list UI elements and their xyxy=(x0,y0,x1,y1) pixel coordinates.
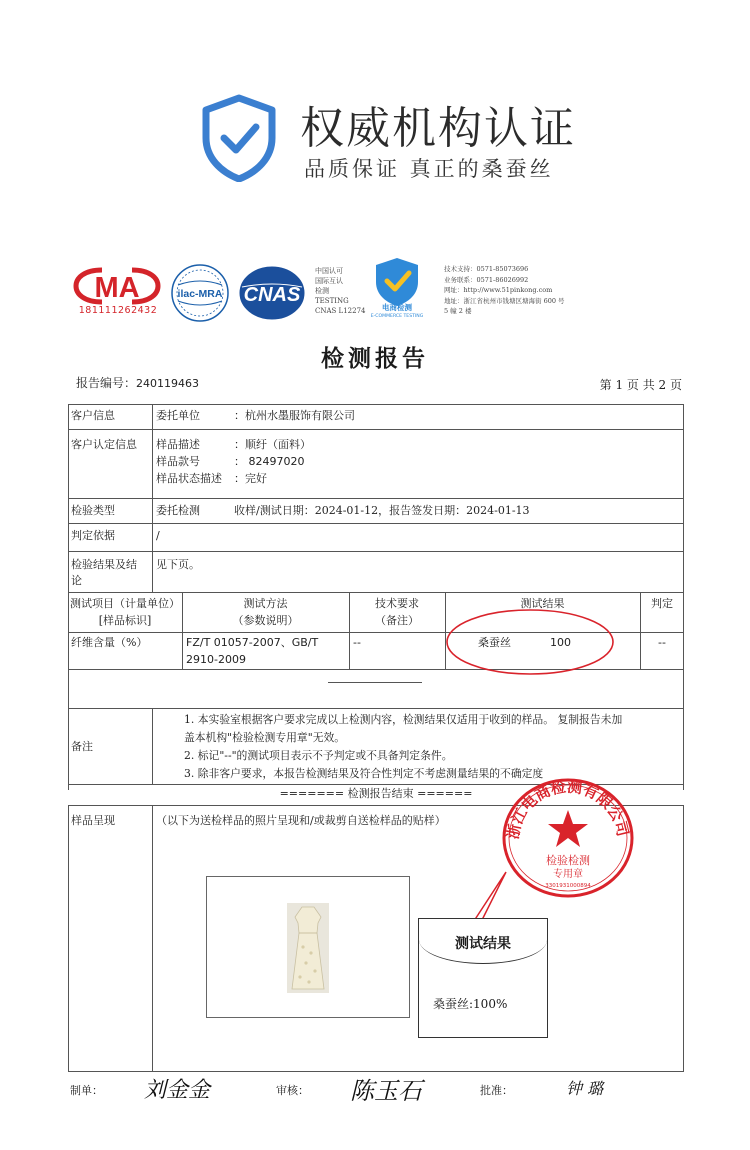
stamp-star-icon xyxy=(548,810,588,847)
row-result-name: 桑蚕丝 xyxy=(478,636,511,649)
contact-info: 技术支持：0571-85073696 业务联系：0571-86026992 网址：http://www.51pinkong.com 地址：浙江省杭州市钱塘区塘海街 600 号 5 幢 2 楼 xyxy=(444,265,565,315)
result-box-title: 测试结果 xyxy=(455,936,511,952)
basis-value: / xyxy=(156,529,160,542)
col-result-header: 测试结果 xyxy=(520,597,565,610)
sample-state-value: ：完好 xyxy=(234,472,267,485)
approver-label: 批准： xyxy=(480,1084,513,1097)
client-info-label: 客户信息 xyxy=(71,409,115,422)
remark-3: 3. 除非客户要求，本报告检测结果及符合性判定不考虑测量结果的不确定度 xyxy=(184,767,544,780)
remark-2: 2. 标记"--"的测试项目表示不予判定或不具备判定条件。 xyxy=(184,749,453,762)
row-item: 纤维含量（%） xyxy=(71,636,148,649)
remark-1: 1. 本实验室根据客户要求完成以上检测内容，检测结果仅适用于收到的样品。 复制报告未加 xyxy=(184,713,623,726)
conclusion-label-2: 论 xyxy=(71,574,82,587)
ecommerce-testing-logo xyxy=(362,254,432,318)
page-title: 权威机构认证 xyxy=(300,103,576,154)
sample-desc-label: 样品描述 xyxy=(156,438,200,451)
col-req-header-1: 技术要求 xyxy=(375,597,419,610)
col-method-header-2: （参数说明） xyxy=(232,614,299,627)
ecom-sub: E-COMMERCE TESTING xyxy=(370,314,424,318)
inspection-stamp xyxy=(500,776,636,900)
remark-1b: 盖本机构"检验检测专用章"无效。 xyxy=(184,731,346,744)
stamp-center-2: 专用章 xyxy=(553,869,583,880)
stamp-org-text: 浙江电商检测有限公司 xyxy=(503,777,632,841)
row-method-2: 2910-2009 xyxy=(186,653,246,666)
reviewer-label: 审核： xyxy=(276,1084,309,1097)
result-box-value: 桑蚕丝:100% xyxy=(433,997,508,1011)
dress-sample-photo xyxy=(287,903,329,993)
test-type-value: 委托检测 xyxy=(156,504,200,517)
report-number-row xyxy=(76,374,199,391)
maker-label: 制单： xyxy=(70,1084,103,1097)
row-judge: -- xyxy=(658,636,666,649)
callout-pointer xyxy=(470,866,520,926)
cnas-logo xyxy=(236,263,308,323)
test-result-box xyxy=(418,918,548,1038)
col-item-header-2: [样品标识] xyxy=(98,614,152,627)
reviewer-signature: 陈玉石 xyxy=(350,1077,422,1105)
client-value: ：杭州水墨服饰有限公司 xyxy=(234,409,355,422)
sample-desc-value: ：顺纡（面料） xyxy=(234,438,311,451)
conclusion-label-1: 检验结果及结 xyxy=(71,558,137,571)
shield-check-icon xyxy=(200,94,278,182)
sample-display-note: （以下为送检样品的照片呈现和/或裁剪自送检样品的贴样） xyxy=(156,814,446,827)
basis-label: 判定依据 xyxy=(71,529,115,542)
report-title: 检测报告 xyxy=(321,345,429,372)
cnas-text: CNAS xyxy=(243,284,301,306)
row-method-1: FZ/T 01057-2007、GB/T xyxy=(186,636,319,649)
report-number-label: 报告编号： xyxy=(76,376,137,390)
col-judge-header: 判定 xyxy=(651,597,673,610)
cma-text: MA xyxy=(94,272,140,304)
cnas-caption: 中国认可 国际互认 检测 TESTING CNAS L12274 xyxy=(315,267,366,315)
col-req-header-2: （备注） xyxy=(375,614,419,627)
sample-no-label: 样品款号 xyxy=(156,455,200,468)
ecom-label: 电商检测 xyxy=(382,303,412,312)
conclusion-value: 见下页。 xyxy=(156,558,200,571)
sample-display-label: 样品呈现 xyxy=(71,814,115,827)
maker-signature: 刘金金 xyxy=(144,1078,211,1103)
row-result-value: 100 xyxy=(550,636,571,649)
report-number: 240119463 xyxy=(136,377,200,390)
sample-no-value: ： 82497020 xyxy=(234,455,305,468)
ilac-text: ilac-MRA xyxy=(177,288,223,300)
sample-photo-frame xyxy=(206,876,410,1018)
row-req: -- xyxy=(353,636,361,649)
page-subtitle: 品质保证 真正的桑蚕丝 xyxy=(304,157,554,181)
remarks-label: 备注 xyxy=(71,740,93,753)
cma-number: 181111262432 xyxy=(78,305,158,316)
page-info: 第 1 页 共 2 页 xyxy=(599,378,682,392)
result-highlight-ellipse xyxy=(444,606,616,678)
ilac-mra-logo xyxy=(170,263,230,323)
stamp-number: 3301931000894 xyxy=(545,883,591,889)
col-method-header-1: 测试方法 xyxy=(243,597,288,610)
sample-state-label: 样品状态描述 xyxy=(156,472,222,485)
stamp-center-1: 检验检测 xyxy=(546,854,590,867)
client-confirm-label: 客户认定信息 xyxy=(71,438,137,451)
report-end-marker: ======= 检测报告结束 ====== xyxy=(279,787,473,800)
test-type-label: 检验类型 xyxy=(71,504,115,517)
client-label: 委托单位 xyxy=(156,409,200,422)
col-item-header-1: 测试项目（计量单位） xyxy=(70,597,180,610)
dates-value: 收样/测试日期：2024-01-12，报告签发日期：2024-01-13 xyxy=(234,504,530,517)
approver-signature: 钟 璐 xyxy=(566,1079,604,1098)
